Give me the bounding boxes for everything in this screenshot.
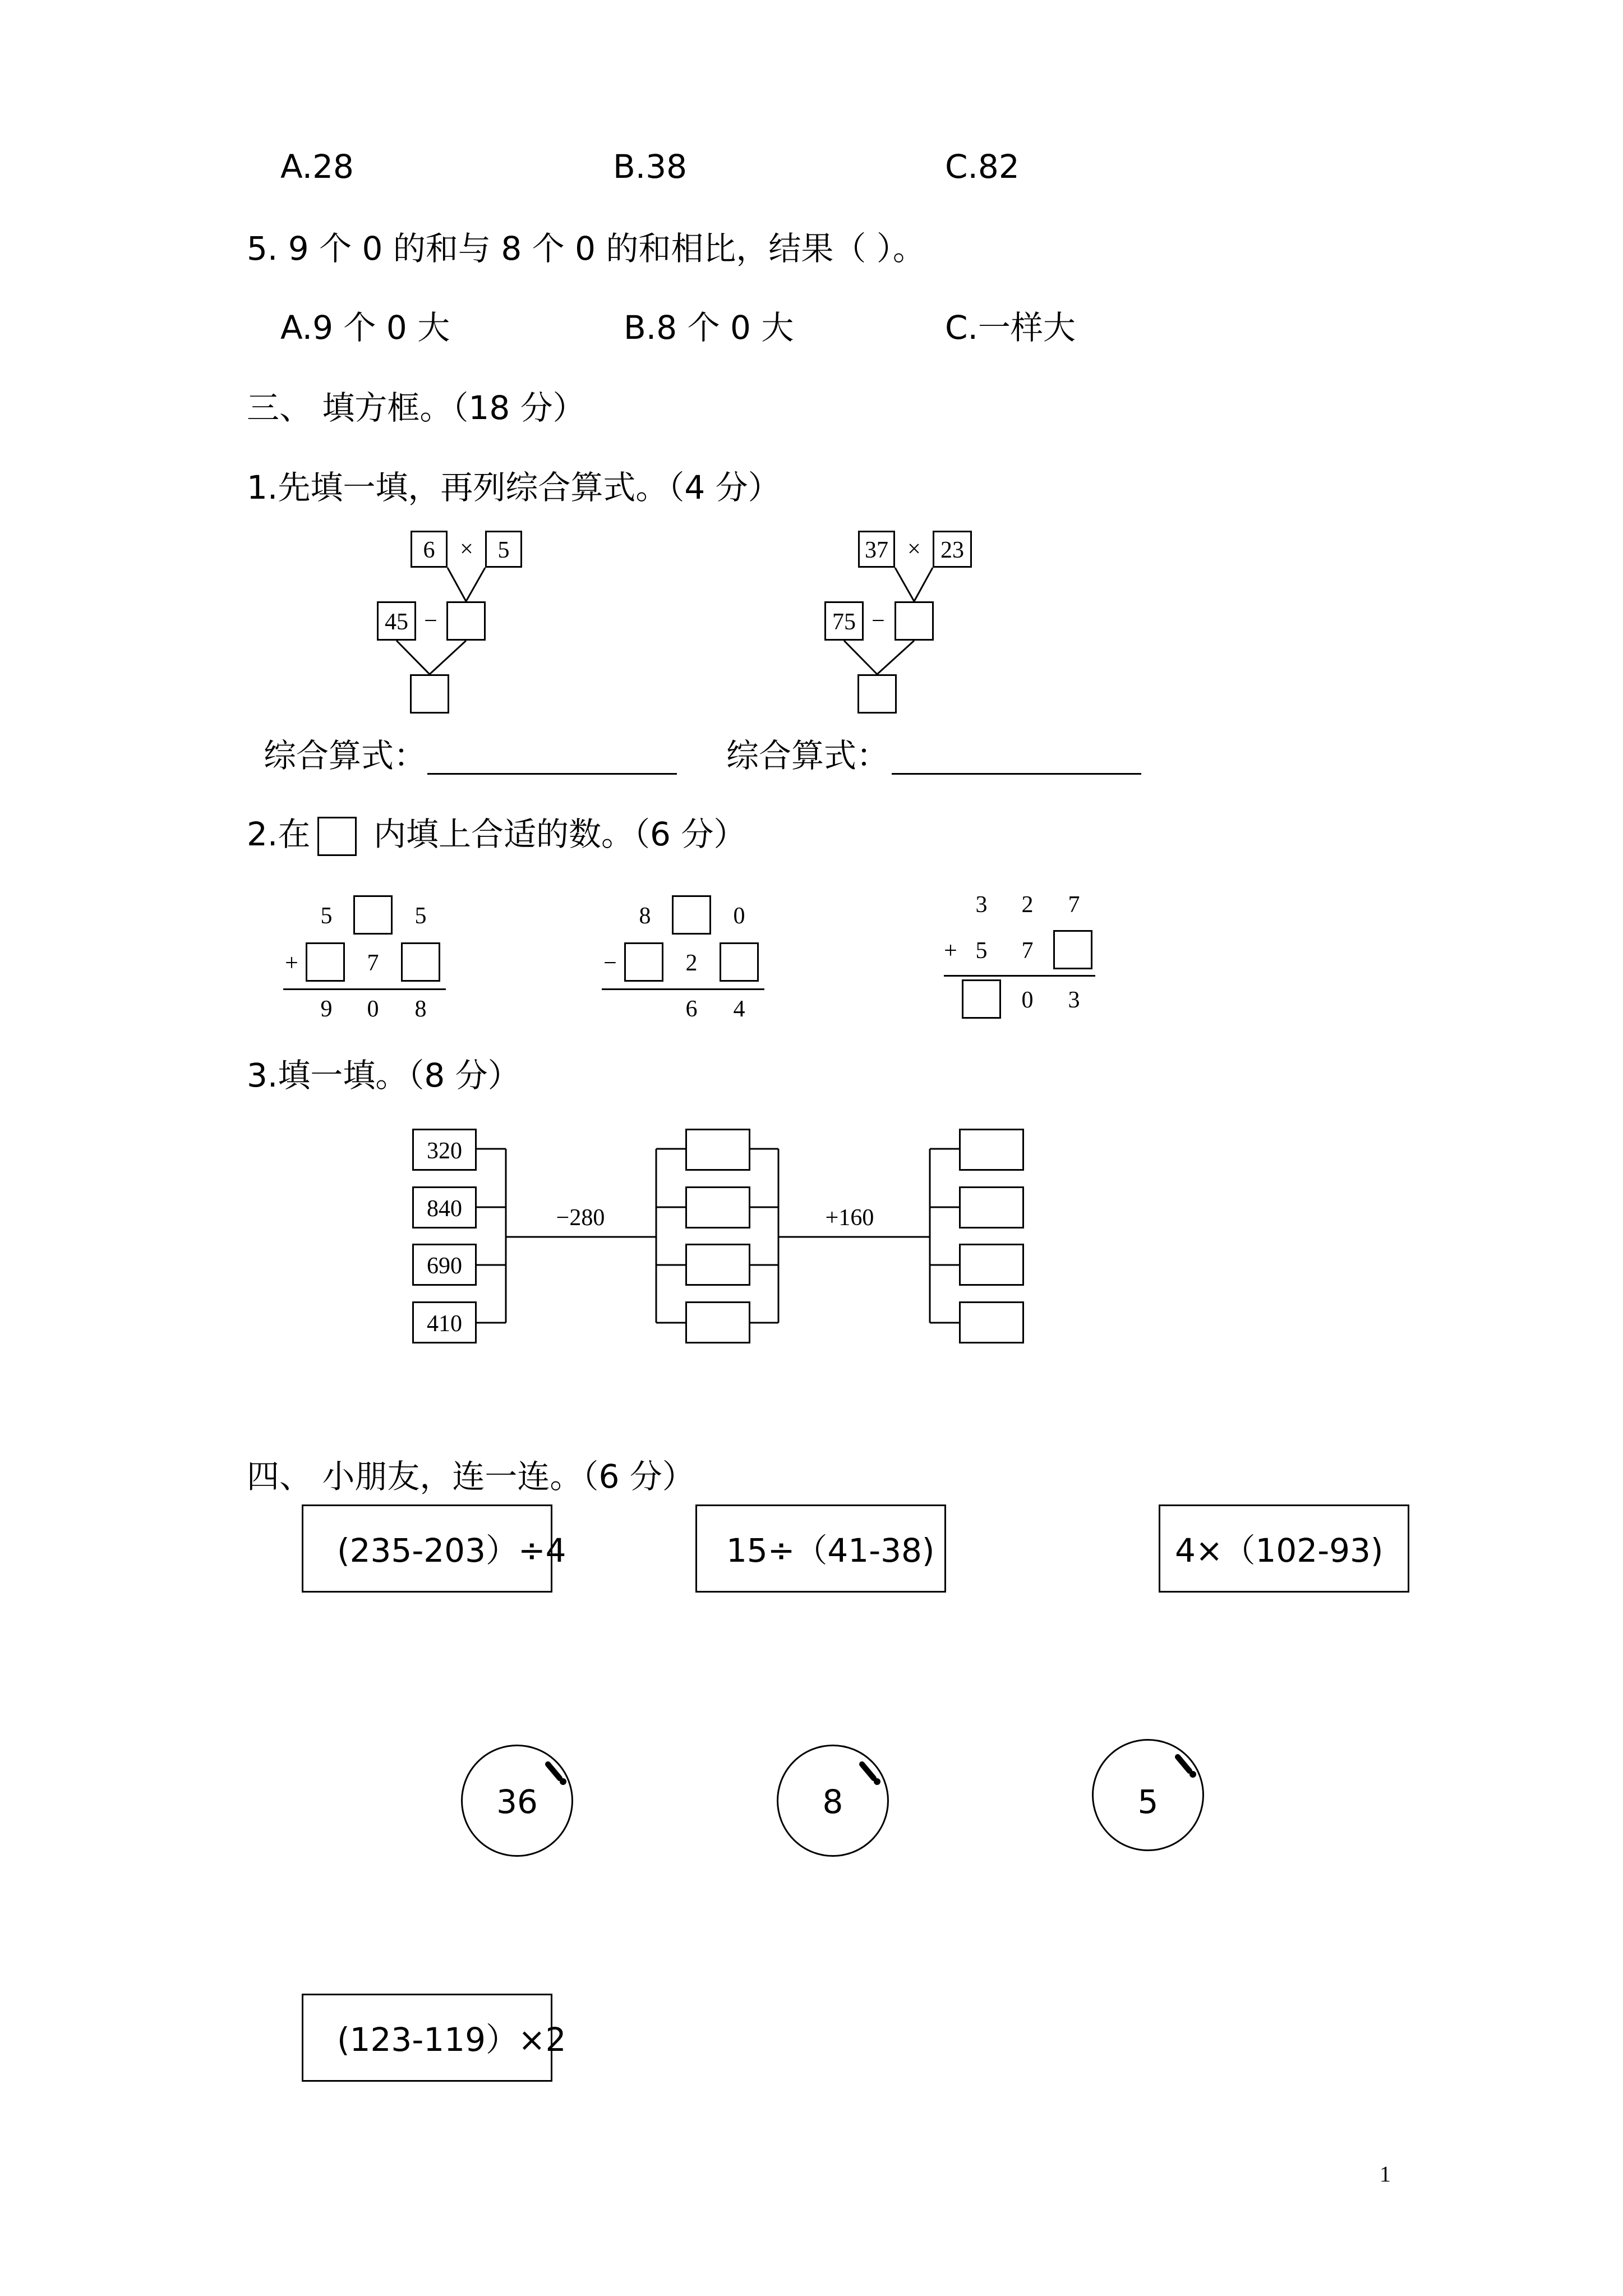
flow-input-3-value: 690 bbox=[427, 1253, 462, 1279]
q4-option-b[interactable]: B.38 bbox=[613, 148, 688, 186]
vc2-r1-digit3: 0 bbox=[733, 903, 745, 929]
vc1-res-digit2: 0 bbox=[367, 996, 379, 1022]
flow-mid-input-1[interactable] bbox=[685, 1129, 750, 1171]
tree-left-minuend: 45 bbox=[385, 609, 408, 635]
vc3-res-digit2: 0 bbox=[1021, 987, 1034, 1013]
tree-left-factor2-box bbox=[485, 531, 522, 568]
vc1-r1-blank[interactable] bbox=[353, 895, 393, 935]
vc3-result-line bbox=[944, 975, 1095, 977]
q4-option-a[interactable]: A.28 bbox=[280, 148, 354, 186]
vc1-r1-digit3: 5 bbox=[414, 903, 427, 929]
tree-left-factor1-box bbox=[411, 531, 448, 568]
q5-option-a[interactable]: A.9 个 0 大 bbox=[280, 309, 450, 347]
formula-label-right: 综合算式： bbox=[726, 737, 889, 775]
flow-out-input-1[interactable] bbox=[959, 1129, 1024, 1171]
flow-operation-1: −280 bbox=[556, 1205, 605, 1231]
vc3-res-digit3: 3 bbox=[1068, 987, 1080, 1013]
tree-right-factor2-box bbox=[933, 531, 972, 568]
flow-input-4 bbox=[412, 1301, 477, 1343]
section3-p3-title: 3.填一填。（8 分） bbox=[247, 1056, 520, 1094]
vc2-result-line bbox=[602, 988, 764, 990]
q5-option-b[interactable]: B.8 个 0 大 bbox=[624, 309, 794, 347]
vc2-r2-digit2: 2 bbox=[685, 950, 698, 976]
tree-left-factor1: 6 bbox=[423, 537, 435, 563]
tree-left-factor2: 5 bbox=[497, 537, 510, 563]
expression-card-3[interactable] bbox=[1159, 1504, 1409, 1593]
vc3-operator: + bbox=[944, 938, 957, 964]
expression-card-4[interactable] bbox=[302, 1994, 566, 2082]
flow-operation-2: +160 bbox=[825, 1205, 874, 1231]
vc1-operator: + bbox=[285, 950, 298, 976]
vc3-r1-digit3: 7 bbox=[1068, 892, 1080, 918]
vc1-result-line bbox=[283, 988, 446, 990]
flow-input-1-value: 320 bbox=[427, 1138, 462, 1164]
vc2-res-digit3: 4 bbox=[733, 996, 745, 1022]
flow-mid-input-4[interactable] bbox=[685, 1301, 750, 1343]
vc1-r1-digit1: 5 bbox=[320, 903, 333, 929]
tree-left-multiply-sign: × bbox=[460, 536, 473, 562]
tree-right-factor1: 37 bbox=[865, 537, 888, 563]
expression-card-2[interactable] bbox=[695, 1504, 946, 1593]
tree-left-minus-sign: − bbox=[424, 608, 437, 634]
flow-out-input-3[interactable] bbox=[959, 1244, 1024, 1286]
tree-left-minuend-box bbox=[377, 601, 416, 641]
expression-2: 15÷（41-38) bbox=[726, 1531, 935, 1570]
section4-title: 四、 小朋友，连一连。（6 分） bbox=[247, 1457, 695, 1496]
answer-circle-2-value: 8 bbox=[822, 1783, 843, 1821]
answer-circle-3[interactable] bbox=[1092, 1739, 1204, 1851]
flow-out-input-2[interactable] bbox=[959, 1186, 1024, 1228]
page-number: 1 bbox=[1380, 2161, 1391, 2187]
vc2-r1-blank[interactable] bbox=[672, 895, 711, 935]
answer-circle-1-value: 36 bbox=[496, 1783, 538, 1821]
vc3-r1-digit2: 2 bbox=[1021, 892, 1034, 918]
vc1-r2-digit2: 7 bbox=[367, 950, 379, 976]
tree-right-factor1-box bbox=[858, 531, 895, 568]
vc1-res-digit1: 9 bbox=[320, 996, 333, 1022]
tree-right-multiply-sign: × bbox=[907, 536, 921, 562]
expression-4: (123-119）×2 bbox=[337, 2021, 566, 2059]
tree-right-minuend: 75 bbox=[832, 609, 856, 635]
tree-left-product-input[interactable] bbox=[446, 601, 486, 641]
tree-right-minus-sign: − bbox=[872, 608, 885, 634]
q5-option-c[interactable]: C.一样大 bbox=[945, 309, 1076, 347]
vc3-r1-digit1: 3 bbox=[975, 892, 988, 918]
flow-input-1 bbox=[412, 1129, 477, 1171]
flow-mid-input-3[interactable] bbox=[685, 1244, 750, 1286]
q5-stem: 5. 9 个 0 的和与 8 个 0 的和相比，结果（ ）。 bbox=[247, 229, 925, 268]
q4-option-c[interactable]: C.82 bbox=[945, 148, 1020, 186]
flow-out-input-4[interactable] bbox=[959, 1301, 1024, 1343]
tree-left-result-input[interactable] bbox=[410, 674, 449, 714]
flow-input-2 bbox=[412, 1186, 477, 1228]
expression-1: (235-203）÷4 bbox=[337, 1531, 566, 1570]
tree-right-product-input[interactable] bbox=[895, 601, 934, 641]
section3-p2-title-pre: 2.在 bbox=[247, 815, 311, 853]
vc2-res-digit2: 6 bbox=[685, 996, 698, 1022]
tree-right-result-input[interactable] bbox=[857, 674, 897, 714]
vc3-r2-digit2: 7 bbox=[1021, 938, 1034, 964]
formula-answer-line-left[interactable] bbox=[427, 773, 677, 775]
vc3-res-blank1[interactable] bbox=[962, 979, 1001, 1019]
vc1-res-digit3: 8 bbox=[414, 996, 427, 1022]
flow-mid-input-2[interactable] bbox=[685, 1186, 750, 1228]
vc3-r2-blank3[interactable] bbox=[1053, 930, 1092, 969]
vc2-r1-digit1: 8 bbox=[639, 903, 651, 929]
flow-input-2-value: 840 bbox=[427, 1196, 462, 1222]
expression-3: 4×（102-93) bbox=[1175, 1531, 1384, 1570]
vc2-operator: − bbox=[603, 950, 617, 976]
formula-label-left: 综合算式： bbox=[264, 737, 427, 775]
tree-right-minuend-box bbox=[824, 601, 864, 641]
flow-input-4-value: 410 bbox=[427, 1311, 462, 1337]
formula-answer-line-right[interactable] bbox=[892, 773, 1141, 775]
answer-circle-1[interactable] bbox=[461, 1745, 573, 1857]
answer-circle-2[interactable] bbox=[777, 1745, 889, 1857]
vc1-r2-blank1[interactable] bbox=[306, 942, 345, 982]
section3-p2-title-post: 内填上合适的数。（6 分） bbox=[374, 815, 746, 853]
vc2-r2-blank1[interactable] bbox=[624, 942, 663, 982]
vc2-r2-blank3[interactable] bbox=[720, 942, 759, 982]
section3-title: 三、 填方框。（18 分） bbox=[247, 389, 585, 427]
flow-input-3 bbox=[412, 1244, 477, 1286]
expression-card-1[interactable] bbox=[302, 1504, 566, 1593]
title-square-icon bbox=[317, 817, 357, 856]
section3-p1-title: 1.先填一填，再列综合算式。（4 分） bbox=[247, 468, 781, 507]
vc3-r2-digit1: 5 bbox=[975, 938, 988, 964]
vc1-r2-blank3[interactable] bbox=[401, 942, 440, 982]
tree-right-factor2: 23 bbox=[940, 537, 964, 563]
answer-circle-3-value: 5 bbox=[1137, 1783, 1159, 1821]
